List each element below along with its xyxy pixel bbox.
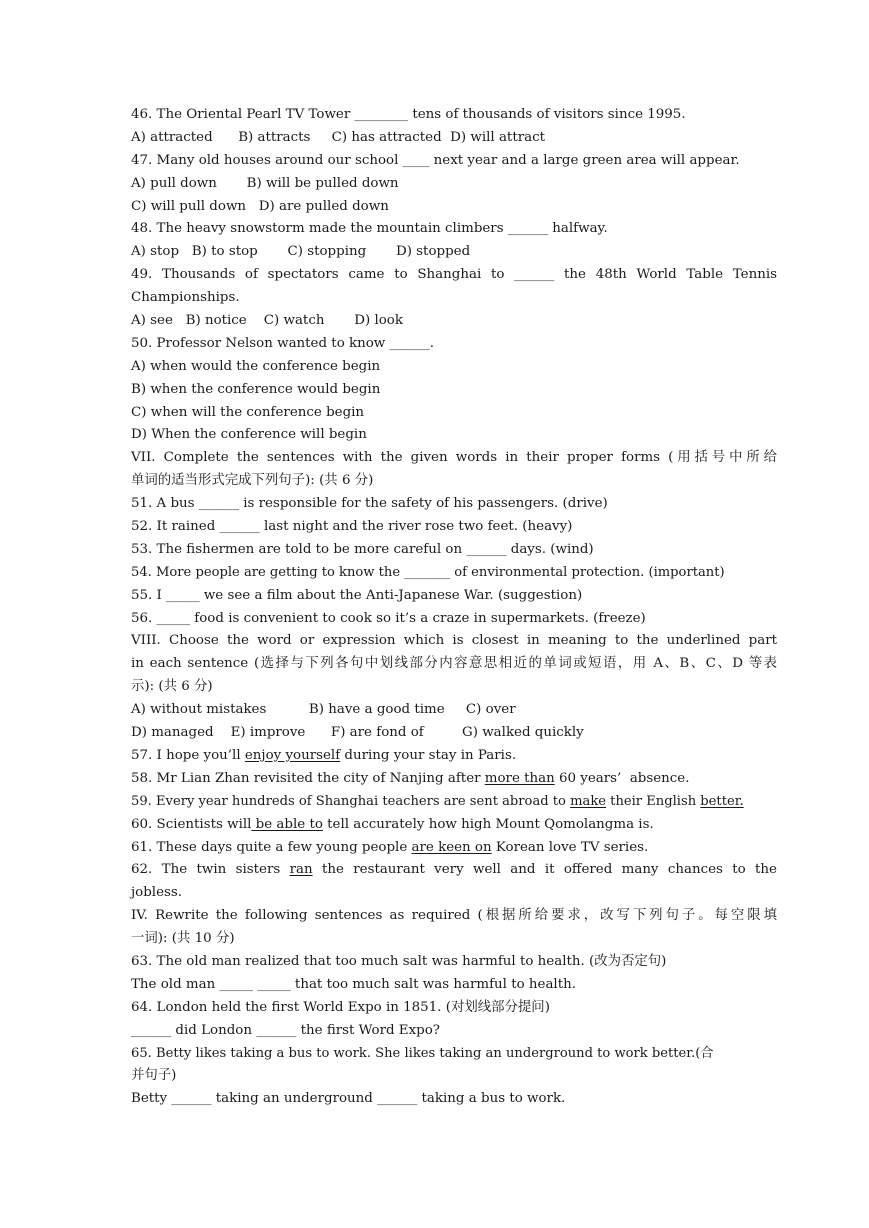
line-text: VIII. Choose the word or expression which is closest in meaning to the underlined part xyxy=(131,633,777,649)
underlined-phrase: better. xyxy=(700,793,744,809)
line-text: 53. The fishermen are told to be more careful on ______ days. (wind) xyxy=(131,541,594,557)
question-47 xyxy=(131,150,777,173)
line-text: C) when will the conference begin xyxy=(131,404,365,420)
underlined-phrase: are keen on xyxy=(411,839,492,855)
line-text: 49. Thousands of spectators came to Shanghai to ______ the 48th World Table Tennis xyxy=(131,267,777,283)
section-viii-heading-cont xyxy=(131,653,777,676)
line-text: 58. Mr Lian Zhan revisited the city of Nanjing after xyxy=(131,770,485,786)
line-text: 46. The Oriental Pearl TV Tower ________ tens of thousands of visitors since 1995. xyxy=(131,107,686,122)
question-61 xyxy=(131,837,777,860)
line-text: 48. The heavy snowstorm made the mountain climbers ______ halfway. xyxy=(131,221,608,237)
question-55 xyxy=(131,585,777,608)
options-47-ab xyxy=(131,173,777,196)
section-iv-heading-cont xyxy=(131,928,777,951)
line-text: 示): (共 6 分) xyxy=(131,679,213,695)
line-text: D) When the conference will begin xyxy=(131,427,367,443)
underlined-phrase: make xyxy=(570,793,607,809)
question-50 xyxy=(131,333,777,356)
line-text: 64. London held the first World Expo in 1851. (对划线部分提问) xyxy=(131,999,550,1015)
question-59 xyxy=(131,791,777,814)
line-text: 50. Professor Nelson wanted to know ______. xyxy=(131,335,434,351)
line-text: 61. These days quite a few young people xyxy=(131,839,412,855)
question-65-cont xyxy=(131,1065,777,1088)
question-49 xyxy=(131,264,777,287)
line-text: 并句子) xyxy=(131,1068,177,1084)
question-56 xyxy=(131,608,777,631)
line-text: C) will pull down D) are pulled down xyxy=(131,198,389,214)
choice-list-defg xyxy=(131,722,777,745)
line-text: 60 years’ absence. xyxy=(554,770,690,786)
line-text: 47. Many old houses around our school ____ next year and a large green area will appear. xyxy=(131,152,740,168)
question-63 xyxy=(131,951,777,974)
option-50-a xyxy=(131,356,777,379)
line-text: 54. More people are getting to know the _______ of environmental protection. (important) xyxy=(131,564,725,580)
question-64 xyxy=(131,997,777,1020)
line-text: 59. Every year hundreds of Shanghai teachers are sent abroad to xyxy=(131,793,571,809)
line-text: The old man _____ _____ that too much salt was harmful to health. xyxy=(131,976,576,992)
line-text: jobless. xyxy=(131,885,182,901)
line-text: IV. Rewrite the following sentences as required (根据所给要求，改写下列句子。每空限填 xyxy=(131,908,777,924)
line-text: 52. It rained ______ last night and the river rose two feet. (heavy) xyxy=(131,519,573,535)
answer-63 xyxy=(131,974,777,997)
answer-64 xyxy=(131,1020,777,1043)
question-53 xyxy=(131,539,777,562)
option-50-d xyxy=(131,424,777,447)
question-52 xyxy=(131,516,777,539)
line-text: 65. Betty likes taking a bus to work. She likes taking an underground to work better.(合 xyxy=(131,1045,714,1061)
line-text: Korean love TV series. xyxy=(491,839,649,855)
question-46 xyxy=(131,104,777,127)
question-62 xyxy=(131,859,777,882)
underlined-phrase: ran xyxy=(289,862,313,878)
line-text: the restaurant very well and it offered many chances to the xyxy=(312,862,777,878)
question-62-cont xyxy=(131,882,777,905)
line-text: 55. I _____ we see a film about the Anti-Japanese War. (suggestion) xyxy=(131,587,583,603)
line-text: 单词的适当形式完成下列句子): (共 6 分) xyxy=(131,473,374,489)
line-text: their English xyxy=(606,793,701,809)
line-text: VII. Complete the sentences with the given words in their proper forms (用括号中所给 xyxy=(131,450,777,466)
line-text: ______ did London ______ the first Word Expo? xyxy=(131,1022,440,1038)
options-47-cd xyxy=(131,196,777,219)
line-text: Championships. xyxy=(131,290,240,306)
question-58 xyxy=(131,768,777,791)
line-text: 一词): (共 10 分) xyxy=(131,931,235,947)
question-60 xyxy=(131,814,777,837)
line-text: A) attracted B) attracts C) has attracted D) will attract xyxy=(131,129,545,145)
worksheet-page xyxy=(131,104,777,1111)
option-50-b xyxy=(131,379,777,402)
question-57 xyxy=(131,745,777,768)
line-text: 60. Scientists will xyxy=(131,816,252,832)
question-51 xyxy=(131,493,777,516)
line-text: 62. The twin sisters xyxy=(131,862,290,878)
line-text: D) managed E) improve F) are fond of G) walked quickly xyxy=(131,725,584,741)
line-text: in each sentence (选择与下列各句中划线部分内容意思相近的单词或短语，用 A、B、C、D 等表 xyxy=(131,656,777,672)
question-49-cont xyxy=(131,287,777,310)
line-text: A) without mistakes B) have a good time C) over xyxy=(131,702,516,718)
section-viii-heading xyxy=(131,630,777,653)
underlined-phrase: enjoy yourself xyxy=(244,747,341,763)
line-text: A) pull down B) will be pulled down xyxy=(131,175,399,191)
line-text: A) stop B) to stop C) stopping D) stopped xyxy=(131,244,471,260)
underlined-phrase: more than xyxy=(484,770,555,786)
underlined-phrase: be able to xyxy=(251,816,323,832)
question-48 xyxy=(131,218,777,241)
answer-65 xyxy=(131,1088,777,1111)
line-text: Betty ______ taking an underground ______ taking a bus to work. xyxy=(131,1091,566,1107)
line-text: B) when the conference would begin xyxy=(131,381,381,397)
section-viii-heading-end xyxy=(131,676,777,699)
line-text: A) when would the conference begin xyxy=(131,358,381,374)
options-49 xyxy=(131,310,777,333)
section-vii-heading-cont xyxy=(131,470,777,493)
options-48 xyxy=(131,241,777,264)
line-text: A) see B) notice C) watch D) look xyxy=(131,313,403,329)
line-text: during your stay in Paris. xyxy=(340,747,517,763)
line-text: 57. I hope you’ll xyxy=(131,747,245,763)
line-text: 51. A bus ______ is responsible for the safety of his passengers. (drive) xyxy=(131,496,608,512)
option-50-c xyxy=(131,402,777,425)
section-vii-heading xyxy=(131,447,777,470)
question-65 xyxy=(131,1043,777,1066)
question-54 xyxy=(131,562,777,585)
choice-list-abc xyxy=(131,699,777,722)
options-46 xyxy=(131,127,777,150)
line-text: tell accurately how high Mount Qomolangma is. xyxy=(322,816,654,832)
section-iv-heading xyxy=(131,905,777,928)
line-text: 56. _____ food is convenient to cook so it’s a craze in supermarkets. (freeze) xyxy=(131,610,646,626)
line-text: 63. The old man realized that too much salt was harmful to health. (改为否定句) xyxy=(131,953,667,969)
